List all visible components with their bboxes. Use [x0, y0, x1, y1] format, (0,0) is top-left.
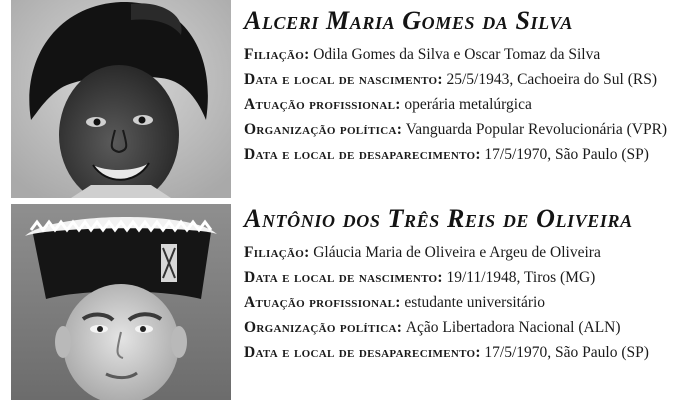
field-atuacao: Atuação profissional: operária metalúrgica	[244, 96, 532, 113]
field-organizacao: Organização política: Vanguarda Popular Revolucionária (VPR)	[244, 121, 668, 138]
field-desaparecimento: Data e local de desaparecimento: 17/5/1970, São Paulo (SP)	[244, 344, 649, 361]
portrait-photo-antonio	[11, 204, 231, 400]
field-value: 17/5/1970, São Paulo (SP)	[484, 344, 649, 361]
field-label: Filiação	[244, 46, 305, 63]
field-label: Filiação	[244, 244, 305, 261]
field-nascimento: Data e local de nascimento: 25/5/1943, Cachoeira do Sul (RS)	[244, 71, 657, 88]
field-label: Atuação profissional	[244, 294, 396, 311]
field-value: 19/11/1948, Tiros (MG)	[446, 269, 596, 286]
field-nascimento: Data e local de nascimento: 19/11/1948, Tiros (MG)	[244, 269, 596, 286]
field-value: Odila Gomes da Silva e Oscar Tomaz da Silva	[313, 46, 601, 63]
field-value: estudante universitário	[404, 294, 546, 311]
field-atuacao: Atuação profissional: estudante universitário	[244, 294, 546, 311]
person-entry-2	[244, 204, 694, 365]
field-label: Data e local de nascimento	[244, 71, 438, 88]
field-value: operária metalúrgica	[404, 96, 532, 113]
field-label: Atuação profissional	[244, 96, 396, 113]
field-label: Organização política	[244, 319, 397, 336]
field-desaparecimento: Data e local de desaparecimento: 17/5/1970, São Paulo (SP)	[244, 146, 649, 163]
field-value: Gláucia Maria de Oliveira e Argeu de Oliveira	[313, 244, 601, 261]
person-name: Alceri Maria Gomes da Silva	[244, 6, 573, 35]
person-entry-1	[244, 6, 694, 167]
field-filiacao: Filiação: Odila Gomes da Silva e Oscar Tomaz da Silva	[244, 46, 601, 63]
field-label: Data e local de desaparecimento	[244, 344, 476, 361]
field-value: 17/5/1970, São Paulo (SP)	[484, 146, 649, 163]
field-filiacao: Filiação: Gláucia Maria de Oliveira e Argeu de Oliveira	[244, 244, 601, 261]
field-label: Organização política	[244, 121, 397, 138]
field-label: Data e local de nascimento	[244, 269, 438, 286]
person-name: Antônio dos Três Reis de Oliveira	[244, 204, 633, 233]
field-organizacao: Organização política: Ação Libertadora Nacional (ALN)	[244, 319, 621, 336]
field-value: Ação Libertadora Nacional (ALN)	[405, 319, 621, 336]
field-label: Data e local de desaparecimento	[244, 146, 476, 163]
field-value: 25/5/1943, Cachoeira do Sul (RS)	[446, 71, 657, 88]
portrait-photo-alceri	[11, 0, 231, 198]
field-value: Vanguarda Popular Revolucionária (VPR)	[405, 121, 668, 138]
